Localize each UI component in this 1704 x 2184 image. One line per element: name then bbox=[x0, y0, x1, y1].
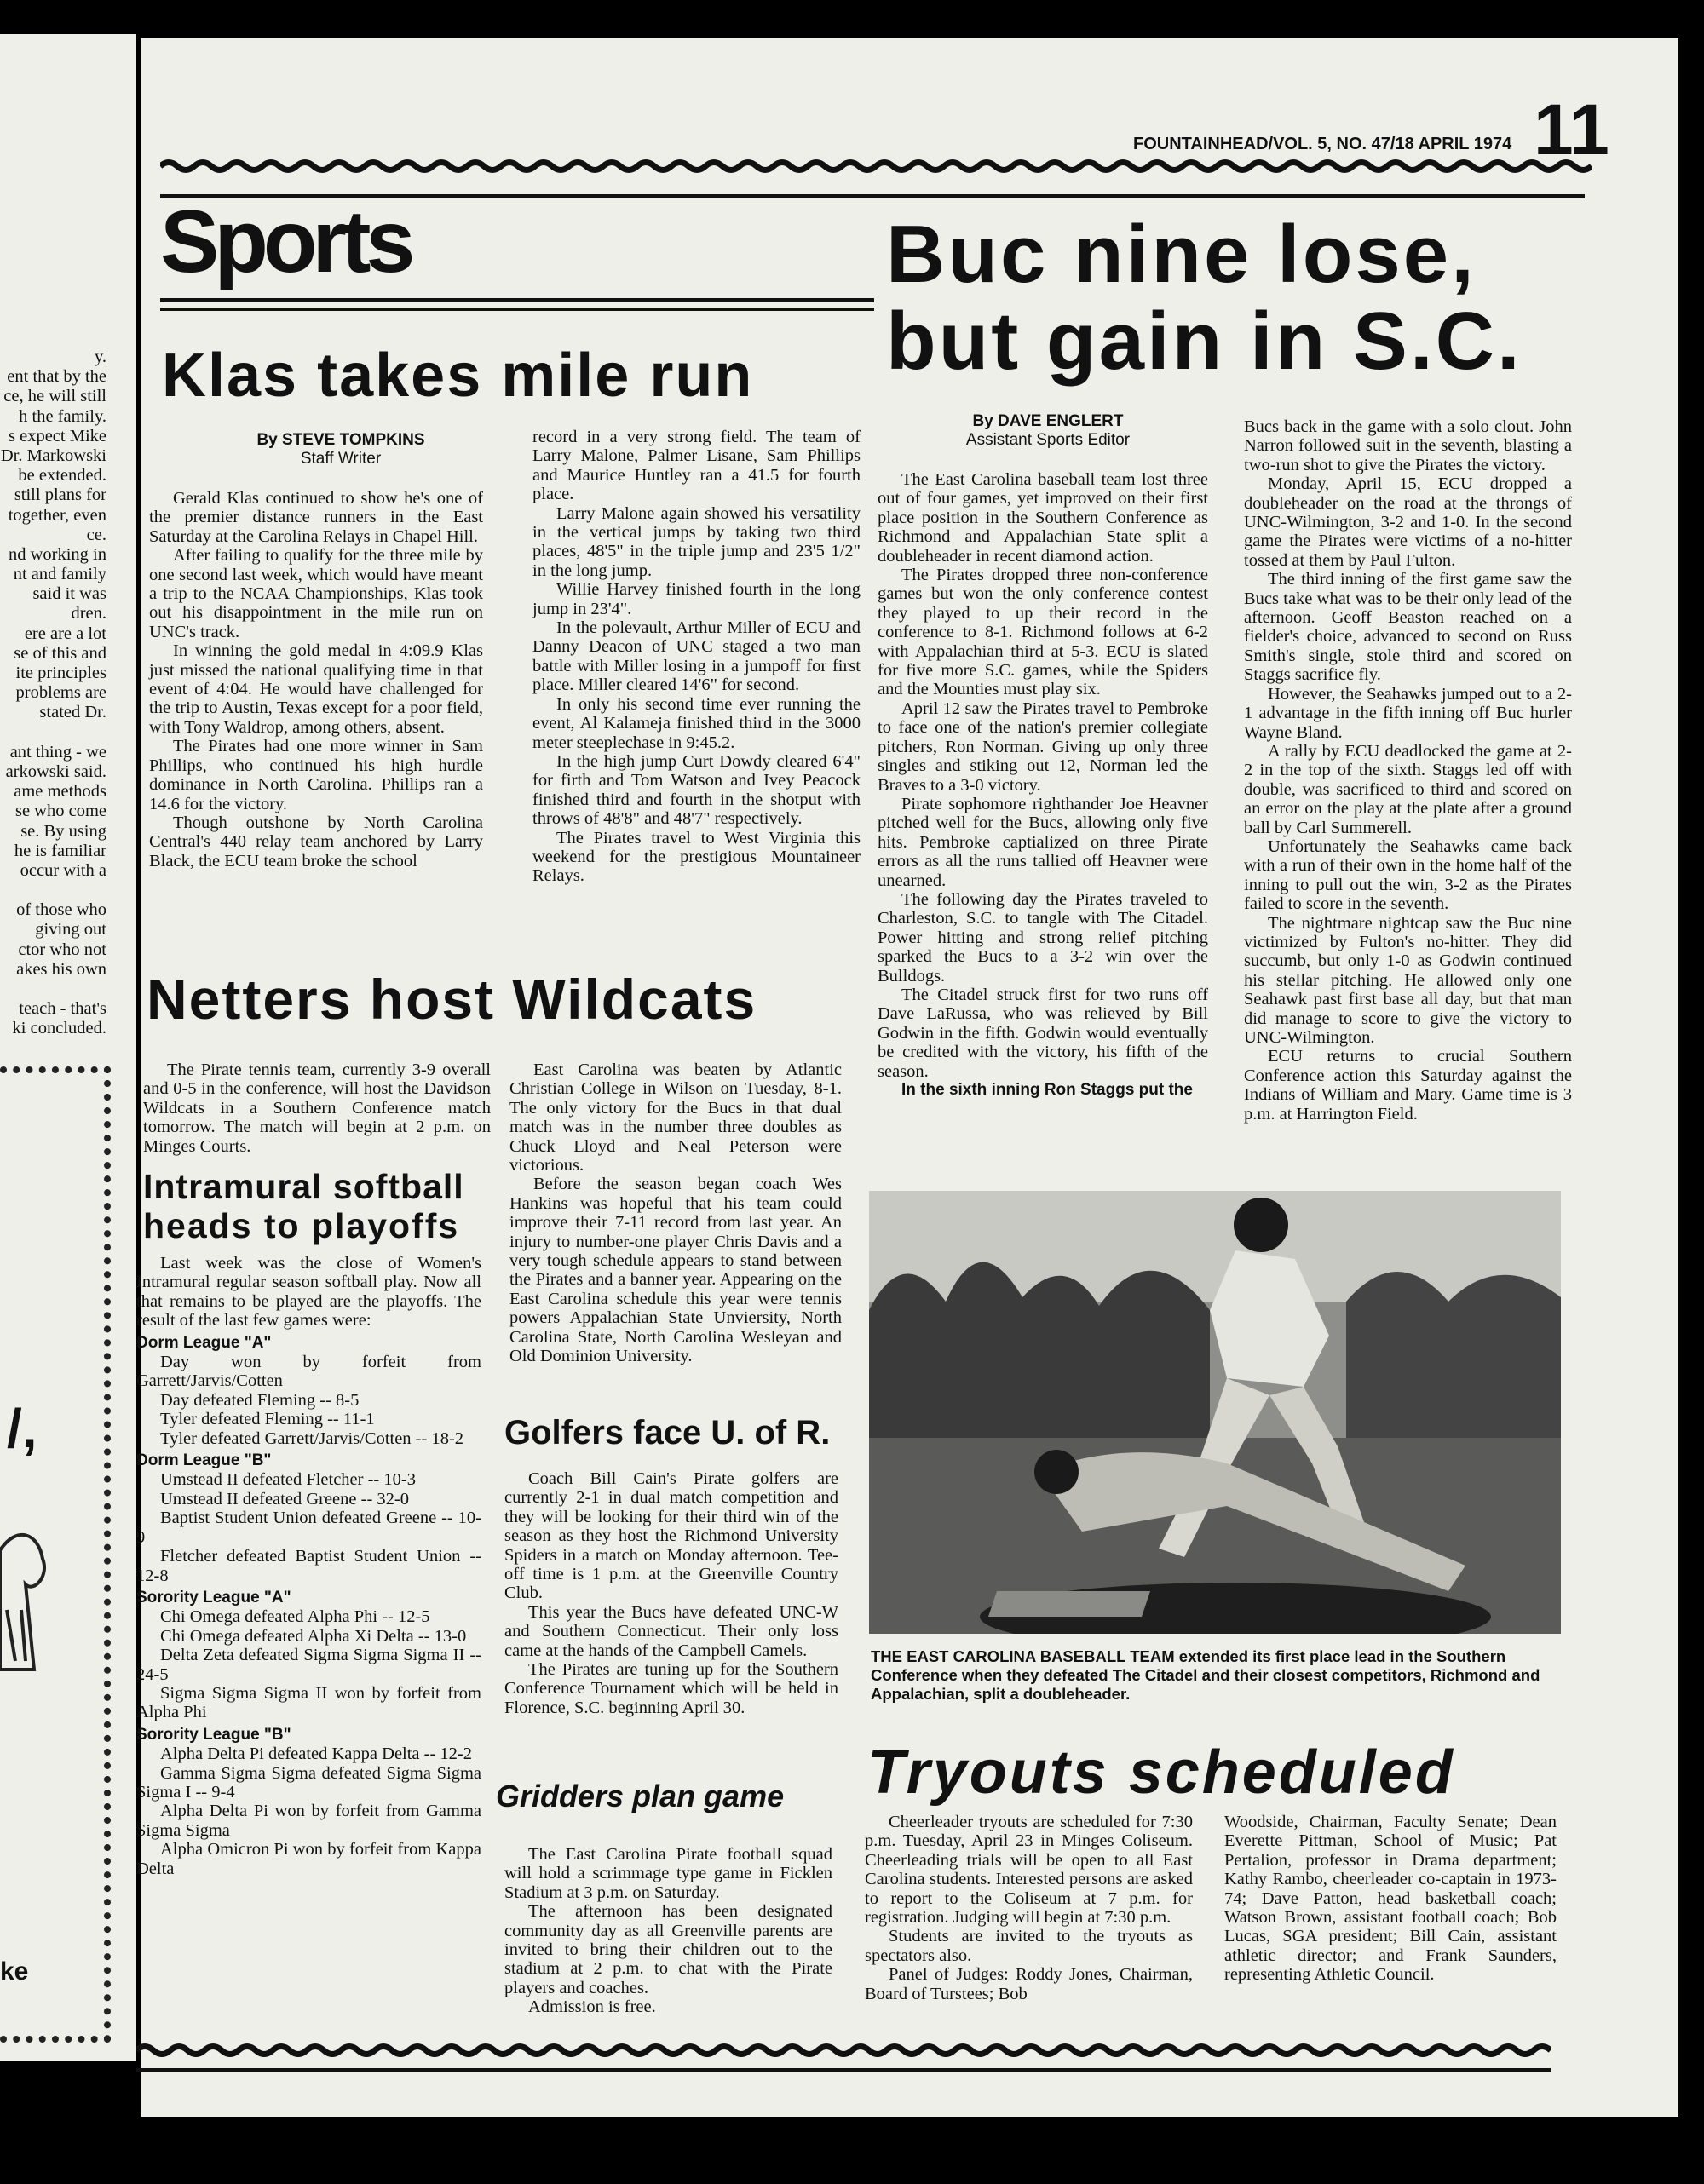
buc-headline-2: but gain in S.C. bbox=[886, 296, 1523, 387]
klas-paragraph: In the high jump Curt Dowdy cleared 6'4" for firth and Tom Watson and Ivey Peacock finished third and fourth in the shotput with throws of 48'8" and 48'7" respectively. bbox=[532, 751, 861, 829]
game-result: Chi Omega defeated Alpha Phi -- 12-5 bbox=[160, 1607, 430, 1627]
bottom-wavy-rule bbox=[136, 2043, 1551, 2058]
adjacent-text-line: y. bbox=[94, 348, 106, 366]
adjacent-text-line: se who come bbox=[14, 802, 106, 821]
gridders-headline: Gridders plan game bbox=[496, 1779, 785, 1813]
intramural-intro: Last week was the close of Women's Intramural regular season softball play. Now all that remains to be played are the playoffs. The result of the last few games were: bbox=[136, 1254, 481, 1331]
klas-byline-title: Staff Writer bbox=[300, 450, 382, 468]
adjacent-text-line: still plans for bbox=[14, 486, 106, 505]
klas-col1 bbox=[149, 489, 483, 871]
buc-col1 bbox=[878, 470, 1208, 1100]
klas-col2 bbox=[532, 428, 861, 886]
game-result: Fletcher defeated Baptist Student Union -- 12-8 bbox=[136, 1547, 481, 1585]
buc-paragraph: Pirate sophomore righthander Joe Heavner pitched well for the Bucs, allowing only five hits. Pembroke captialized on three Pirate errors as all the runs tallied off Heavner were unearned. bbox=[878, 794, 1208, 890]
game-result: Umstead II defeated Fletcher -- 10-3 bbox=[160, 1470, 416, 1490]
tryouts-col2-text: Woodside, Chairman, Faculty Senate; Dean Everette Pittman, School of Music; Pat Pertalion, professor in Drama department; Kathy Rambo, cheerleader co-captain in 1973-74; Dave Patton, head basketball coach; Watson Brown, assistant football coach; Bob Lucas, SGA president; Bill Cain, assistant athletic director; and Frank Saunders, representing Athletic Council. bbox=[1224, 1813, 1557, 1985]
buc-paragraph: The nightmare nightcap saw the Buc nine victimized by Fulton's no-hitter. They did succumb, but only 1-0 as Godwin continued his stellar pitching. He allowed only one Seahawk past first base all day, but that man did manage to score to give the victory to UNC-Wilmington. bbox=[1244, 913, 1572, 1047]
adjacent-text-line: ite principles bbox=[15, 664, 106, 682]
adjacent-text-line: s expect Mike bbox=[9, 426, 106, 445]
golfers-paragraph: This year the Bucs have defeated UNC-W and Southern Connecticut. Their only loss came at the hands of the Campbell Camels. bbox=[504, 1602, 838, 1660]
buc-paragraph: However, the Seahawks jumped out to a 2-1 advantage in the fifth inning off Buc hurler Wayne Bland. bbox=[1244, 684, 1572, 742]
klas-paragraph: In winning the gold medal in 4:09.9 Klas just missed the national qualifying time in that event of 4:04. He would have challenged for the trip to Austin, Texas except for a poor field, with Tony Waldrop, among others, absent. bbox=[149, 641, 483, 737]
buc-paragraph: The following day the Pirates traveled to Charleston, S.C. to tangle with The Citadel. Power hitting and strong relief pitching sparked the Bucs to a 3-2 win over the Bulldogs. bbox=[878, 889, 1208, 986]
golfers-paragraph: The Pirates are tuning up for the Southern Conference Tournament which will be held in Florence, S.C. beginning April 30. bbox=[504, 1660, 838, 1717]
ad-fragment-text-2: ke bbox=[0, 1957, 29, 1986]
game-result: Tyler defeated Garrett/Jarvis/Cotten -- 18-2 bbox=[160, 1428, 464, 1448]
tryouts-paragraph: Students are invited to the tryouts as spectators also. bbox=[865, 1927, 1193, 1965]
klas-paragraph: In the polevault, Arthur Miller of ECU and Danny Deacon of UNC staged a two man battle with Miller losing in a jumpoff for first place. Miller cleared 14'6" for second. bbox=[532, 618, 861, 695]
gridders-paragraph: Admission is free. bbox=[528, 1997, 656, 2017]
buc-paragraph: April 12 saw the Pirates travel to Pembroke to face one of the nation's premier collegiate pitchers, Ron Norman. Giving up only three singles and stiking out 12, Norman led the Braves to a 3-0 victory. bbox=[878, 698, 1208, 795]
top-wavy-rule bbox=[160, 158, 1592, 174]
folio-line: FOUNTAINHEAD/VOL. 5, NO. 47/18 APRIL 1974 bbox=[1133, 135, 1512, 153]
adjacent-text-line: be extended. bbox=[18, 466, 106, 486]
league-name: Dorm League "A" bbox=[136, 1333, 272, 1352]
buc-paragraph: Monday, April 15, ECU dropped a doubleheader on the road at the throngs of UNC-Wilmington, 3-2 and 1-0. In the second game the Pirates were victims of a no-hitter tossed at them by Paul Fulton. bbox=[1244, 474, 1572, 570]
adjacent-text-line: Dr. Markowski bbox=[0, 445, 106, 465]
game-result: Tyler defeated Fleming -- 11-1 bbox=[160, 1410, 375, 1429]
intramural-body bbox=[136, 1254, 481, 1878]
buc-byline bbox=[920, 412, 1176, 450]
adjacent-text-line: se of this and bbox=[14, 643, 106, 663]
game-result: Day defeated Fleming -- 8-5 bbox=[160, 1390, 360, 1410]
adjacent-text-line: of those who bbox=[16, 900, 106, 920]
adjacent-text-line: ki concluded. bbox=[12, 1019, 106, 1038]
gridders-paragraph: The East Carolina Pirate football squad will hold a scrimmage type game in Ficklen Stadium at 3 p.m. on Saturday. bbox=[504, 1845, 832, 1902]
klas-paragraph: Larry Malone again showed his versatility in the vertical jumps by taking two third places, 48'5" in the triple jump and 23'5 1/2" in the long jump. bbox=[532, 503, 861, 580]
buc-paragraph: The Citadel struck first for two runs off Dave LaRussa, who was relieved by Bill Godwin in the fifth. Godwin would eventually be credited with the victory, his fifth of the season. bbox=[878, 985, 1208, 1081]
adjacent-text-line: ctor who not bbox=[18, 940, 106, 959]
adjacent-text-line: ere are a lot bbox=[24, 624, 106, 643]
buc-col2-lead: Bucs back in the game with a solo clout. John Narron followed suit in the seventh, blasting a two-run shot to give the Pirates the victory. bbox=[1244, 417, 1572, 474]
adjacent-text-line: dren. bbox=[71, 604, 106, 624]
game-result: Alpha Omicron Pi won by forfeit from Kappa Delta bbox=[136, 1840, 481, 1878]
game-result: Chi Omega defeated Alpha Xi Delta -- 13-0 bbox=[160, 1626, 467, 1646]
klas-paragraph: The Pirates had one more winner in Sam Phillips, who continued his high hurdle dominance in North Carolina. Phillips ran a 14.6 for the victory. bbox=[149, 737, 483, 813]
intramural-headline-2: heads to playoffs bbox=[143, 1206, 460, 1245]
section-rule-2 bbox=[160, 308, 874, 311]
gridders-paragraph: The afternoon has been designated community day as all Greenville parents are invited to bring their children out to the stadium at 2 p.m. to chat with the Pirate players and coaches. bbox=[504, 1902, 832, 1997]
game-result: Day won by forfeit from Garrett/Jarvis/Cotten bbox=[136, 1353, 481, 1391]
baseball-photo bbox=[869, 1191, 1561, 1634]
klas-paragraph: Gerald Klas continued to show he's one of the premier distance runners in the East Saturday at the Carolina Relays in Chapel Hill. bbox=[149, 489, 483, 546]
adjacent-text-line: h the family. bbox=[19, 406, 106, 426]
netters-headline: Netters host Wildcats bbox=[147, 968, 757, 1031]
photo-caption: THE EAST CAROLINA BASEBALL TEAM extended its first place lead in the Southern Conference when they defeated The Citadel and their closest competitors, Richmond and Appalachian, split a doubleheader. bbox=[871, 1647, 1540, 1703]
adjacent-text-line: problems are bbox=[15, 683, 106, 703]
game-result: Baptist Student Union defeated Greene -- 10-9 bbox=[136, 1509, 481, 1547]
gridders-body bbox=[504, 1845, 832, 2017]
mug-illustration bbox=[0, 1525, 51, 1678]
tryouts-col2 bbox=[1224, 1813, 1557, 1985]
buc-col2 bbox=[1244, 417, 1572, 1124]
adjacent-text-line: akes his own bbox=[16, 959, 106, 979]
adjacent-text-line: ent that by the bbox=[7, 367, 106, 387]
buc-byline-title: Assistant Sports Editor bbox=[965, 431, 1131, 449]
buc-col1-bold-end: In the sixth inning Ron Staggs put the bbox=[901, 1081, 1193, 1099]
klas-col2-lead: record in a very strong field. The team of Larry Malone, Palmer Lisane, Sam Phillips and Maurice Huntley ran a 41.5 for fourth place. bbox=[532, 428, 861, 504]
klas-paragraph: The Pirates travel to West Virginia this weekend for the prestigious Mountaineer Relays. bbox=[532, 828, 861, 886]
buc-headline-1: Buc nine lose, bbox=[886, 209, 1477, 300]
tryouts-paragraph: Panel of Judges: Roddy Jones, Chairman, Board of Turstees; Bob bbox=[865, 1965, 1193, 2003]
buc-paragraph: A rally by ECU deadlocked the game at 2-2 in the top of the sixth. Staggs led off with double, was sacrificed to third and scored on an error on the play at the plate after a ground ball by Carl Summerell. bbox=[1244, 741, 1572, 837]
game-result: Gamma Sigma Sigma defeated Sigma Sigma Sigma I -- 9-4 bbox=[136, 1763, 481, 1802]
intramural-headline-1: Intramural softball bbox=[143, 1167, 464, 1206]
league-name: Sorority League "A" bbox=[136, 1588, 291, 1606]
buc-paragraph: The Pirates dropped three non-conference games but won the only conference contest they played to up their record in the conference to 8-1. Richmond follows at 6-2 with Appalachian third at 5-3. ECU is slated for five more S.C. games, while the Spiders and the Mounties must play six. bbox=[878, 566, 1208, 699]
adjacent-text-line: he is familiar bbox=[14, 841, 106, 860]
adjacent-text-line: se. By using bbox=[20, 821, 106, 841]
game-result: Delta Zeta defeated Sigma Sigma Sigma II -- 24-5 bbox=[136, 1646, 481, 1684]
game-result: Sigma Sigma Sigma II won by forfeit from Alpha Phi bbox=[136, 1683, 481, 1722]
golfers-headline: Golfers face U. of R. bbox=[504, 1414, 831, 1451]
league-name: Dorm League "B" bbox=[136, 1451, 272, 1470]
adjacent-text-line: ce, he will still bbox=[3, 387, 106, 406]
buc-byline-name: By DAVE ENGLERT bbox=[972, 412, 1124, 430]
adjacent-text-line: ce. bbox=[86, 525, 106, 544]
klas-byline-name: By STEVE TOMPKINS bbox=[256, 431, 425, 449]
adjacent-text-line: said it was bbox=[32, 584, 106, 604]
section-title: Sports bbox=[160, 193, 411, 291]
buc-paragraph: The East Carolina baseball team lost three out of four games, yet improved on their first place position in the Southern Conference as Richmond and Appalachian State split a doubleheader in recent diamond action. bbox=[878, 470, 1208, 566]
netters-paragraph: East Carolina was beaten by Atlantic Christian College in Wilson on Tuesday, 8-1. The only victory for the Bucs in that dual match was in the number three doubles as Chuck Lloyd and Neal Peterson were victorious. bbox=[509, 1060, 842, 1175]
golfers-body bbox=[504, 1469, 838, 1717]
adjacent-text-line: ant thing - we bbox=[9, 742, 106, 762]
adjacent-text-line: giving out bbox=[35, 920, 106, 940]
buc-paragraph: ECU returns to crucial Southern Conference action this Saturday against the Indians of William and Mary. Game time is 3 p.m. at Harrington Field. bbox=[1244, 1047, 1572, 1124]
netters-col1-text: The Pirate tennis team, currently 3-9 overall and 0-5 in the conference, will host the Davidson Wildcats in a Southern Conference match tomorrow. The match will begin at 2 p.m. on Minges Courts. bbox=[143, 1060, 491, 1156]
buc-paragraph: Unfortunately the Seahawks came back with a run of their own in the home half of the inning to pull out the win, 3-2 as the Pirates failed to score in the seventh. bbox=[1244, 836, 1572, 914]
klas-paragraph: Willie Harvey finished fourth in the long jump in 23'4". bbox=[532, 580, 861, 618]
section-rule-1 bbox=[160, 298, 874, 302]
adjacent-text-line: ame methods bbox=[14, 782, 106, 802]
adjacent-text-line: arkowski said. bbox=[5, 762, 106, 781]
tryouts-paragraph: Cheerleader tryouts are scheduled for 7:30 p.m. Tuesday, April 23 in Minges Coliseum. Cheerleading trials will be open to all East Carolina students. Interested persons are asked to report to the Coliseum at 7 p.m. for registration. Judging will begin at 7:30 p.m. bbox=[865, 1813, 1193, 1928]
klas-byline bbox=[213, 431, 469, 468]
adjacent-text-line: occur with a bbox=[20, 860, 106, 880]
netters-paragraph: Before the season began coach Wes Hankins was hopeful that his team could improve their 7-11 record from last year. An injury to number-one player Chris Davis and a very tough schedule appears to stand between the Pirates and a banner year. Appearing on the East Carolina schedule this year were tennis powers Appalachian State Unviersity, North Carolina State, North Carolina Wesleyan and Old Dominion University. bbox=[509, 1175, 842, 1366]
klas-paragraph: Though outshone by North Carolina Central's 440 relay team anchored by Larry Black, the ECU team broke the school bbox=[149, 813, 483, 871]
ad-fragment-text: /, bbox=[7, 1398, 37, 1459]
golfers-paragraph: Coach Bill Cain's Pirate golfers are currently 2-1 in dual match competition and they will be looking for their third win of the season as they host the Richmond University Spiders in a match on Monday afternoon. Tee-off time is 1 p.m. at the Greenville Country Club. bbox=[504, 1469, 838, 1603]
bottom-rule bbox=[136, 2068, 1551, 2072]
league-name: Sorority League "B" bbox=[136, 1725, 291, 1744]
adjacent-text-line bbox=[0, 881, 106, 900]
adjacent-text-line bbox=[0, 980, 106, 999]
adjacent-text-line bbox=[0, 723, 106, 743]
klas-paragraph: After failing to qualify for the three mile by one second last week, which would have meant a trip to the NCAA Championships, Klas took out his disappointment in the mile run on UNC's track. bbox=[149, 546, 483, 641]
game-result: Alpha Delta Pi defeated Kappa Delta -- 12-2 bbox=[160, 1744, 473, 1764]
adjacent-text-line: nt and family bbox=[13, 565, 106, 584]
tryouts-col1 bbox=[865, 1813, 1193, 2003]
klas-headline: Klas takes mile run bbox=[162, 342, 754, 410]
adjacent-text-line: teach - that's bbox=[19, 999, 106, 1019]
adjacent-page-text bbox=[0, 348, 106, 1039]
adjacent-text-line: nd working in bbox=[8, 544, 106, 564]
tryouts-headline: Tryouts scheduled bbox=[867, 1739, 1455, 1807]
page-number: 11 bbox=[1534, 89, 1609, 170]
buc-paragraph: The third inning of the first game saw the Bucs take what was to be their only lead of the afternoon. Geoff Beaston reached on a fielder's choice, advanced to second on Russ Smith's single, stole third and scored on Staggs sacrifice fly. bbox=[1244, 570, 1572, 685]
game-result: Alpha Delta Pi won by forfeit from Gamma Sigma Sigma bbox=[136, 1802, 481, 1840]
game-result: Umstead II defeated Greene -- 32-0 bbox=[160, 1489, 409, 1509]
adjacent-text-line: together, even bbox=[8, 505, 106, 525]
netters-col1 bbox=[143, 1060, 491, 1156]
klas-paragraph: In only his second time ever running the event, Al Kalameja finished third in the 3000 meter steeplechase in 9:45.2. bbox=[532, 694, 861, 752]
adjacent-text-line: stated Dr. bbox=[39, 703, 106, 722]
netters-col2 bbox=[509, 1060, 842, 1366]
